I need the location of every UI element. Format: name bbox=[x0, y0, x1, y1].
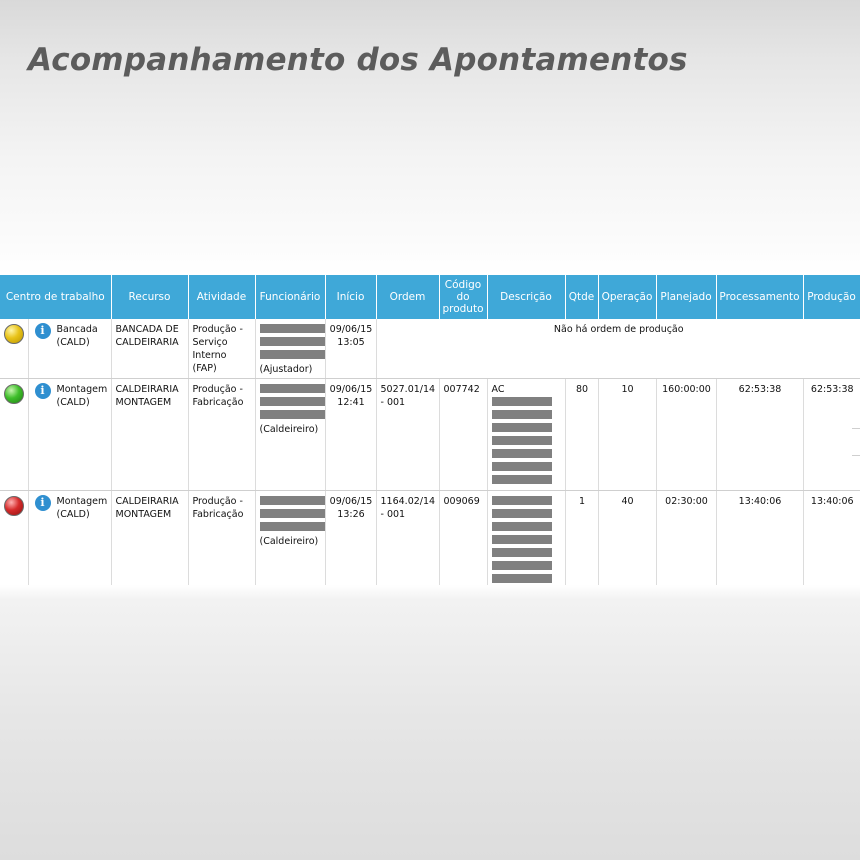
descricao-cell bbox=[487, 491, 565, 586]
atividade-cell: Produção - Serviço Interno (FAP) bbox=[188, 319, 255, 379]
descricao-text: AC bbox=[491, 384, 505, 395]
redacted-name bbox=[260, 337, 326, 346]
page-title: Acompanhamento dos Apontamentos bbox=[28, 42, 688, 78]
col-header-centro[interactable]: Centro de trabalho bbox=[0, 275, 111, 319]
col-header-codigo[interactable]: Código do produto bbox=[439, 275, 487, 319]
redacted-description bbox=[492, 475, 552, 484]
funcionario-cell bbox=[255, 379, 325, 491]
redacted-description bbox=[492, 509, 552, 518]
status-cell bbox=[0, 319, 28, 379]
ordem-cell: 5027.01/14 - 001 bbox=[376, 379, 439, 491]
centro-text: Bancada (CALD) bbox=[56, 324, 98, 348]
redacted-description bbox=[492, 410, 552, 419]
col-header-descricao[interactable]: Descrição bbox=[487, 275, 565, 319]
redacted-name bbox=[260, 410, 326, 419]
redacted-name bbox=[260, 350, 326, 359]
table-row[interactable] bbox=[0, 319, 860, 379]
status-green-icon bbox=[4, 384, 24, 404]
info-icon[interactable]: i bbox=[35, 495, 51, 511]
centro-cell bbox=[28, 379, 111, 491]
redacted-description bbox=[492, 462, 552, 471]
redacted-description bbox=[492, 397, 552, 406]
col-header-planejado[interactable]: Planejado bbox=[656, 275, 716, 319]
processamento-cell: 13:40:06 bbox=[716, 491, 803, 586]
table-row[interactable] bbox=[0, 379, 860, 491]
col-header-inicio[interactable]: Início bbox=[325, 275, 376, 319]
col-header-processamento[interactable]: Processamento bbox=[716, 275, 803, 319]
status-cell bbox=[0, 491, 28, 586]
centro-cell bbox=[28, 319, 111, 379]
info-icon[interactable]: i bbox=[35, 323, 51, 339]
funcionario-role: (Caldeireiro) bbox=[259, 536, 319, 547]
col-header-atividade[interactable]: Atividade bbox=[188, 275, 255, 319]
redacted-name bbox=[260, 384, 326, 393]
centro-cell bbox=[28, 491, 111, 586]
redacted-description bbox=[492, 548, 552, 557]
info-icon[interactable]: i bbox=[35, 383, 51, 399]
status-yellow-icon bbox=[4, 324, 24, 344]
operacao-cell: 10 bbox=[598, 379, 656, 491]
inicio-cell: 09/06/15 12:41 bbox=[325, 379, 376, 491]
operacao-cell: 40 bbox=[598, 491, 656, 586]
qtde-cell: 80 bbox=[565, 379, 598, 491]
atividade-cell: Produção - Fabricação bbox=[188, 491, 255, 586]
redacted-name bbox=[260, 496, 326, 505]
inicio-cell: 09/06/15 13:26 bbox=[325, 491, 376, 586]
redacted-name bbox=[260, 324, 326, 333]
col-header-qtde[interactable]: Qtde bbox=[565, 275, 598, 319]
producao-cell: 62:53:38 bbox=[803, 379, 860, 491]
redacted-description bbox=[492, 535, 552, 544]
funcionario-role: (Ajustador) bbox=[259, 364, 313, 375]
ordem-cell: 1164.02/14 - 001 bbox=[376, 491, 439, 586]
centro-text: Montagem (CALD) bbox=[56, 384, 108, 408]
redacted-description bbox=[492, 496, 552, 505]
funcionario-cell bbox=[255, 319, 325, 379]
producao-cell: 13:40:06 bbox=[803, 491, 860, 586]
col-header-producao[interactable]: Produção bbox=[803, 275, 860, 319]
codigo-cell: 009069 bbox=[439, 491, 487, 586]
redacted-name bbox=[260, 397, 326, 406]
recurso-cell: CALDEIRARIA MONTAGEM bbox=[111, 379, 188, 491]
qtde-cell: 1 bbox=[565, 491, 598, 586]
planejado-cell: 160:00:00 bbox=[656, 379, 716, 491]
centro-text: Montagem (CALD) bbox=[56, 496, 108, 520]
descricao-cell bbox=[487, 379, 565, 491]
table-row[interactable] bbox=[0, 491, 860, 586]
appointments-grid bbox=[0, 275, 860, 585]
atividade-cell: Produção - Fabricação bbox=[188, 379, 255, 491]
scrollbar-tick bbox=[852, 428, 860, 429]
redacted-description bbox=[492, 561, 552, 570]
table-header-row bbox=[0, 275, 860, 319]
appointments-table bbox=[0, 275, 860, 585]
recurso-cell: BANCADA DE CALDEIRARIA bbox=[111, 319, 188, 379]
redacted-description bbox=[492, 436, 552, 445]
col-header-funcionario[interactable]: Funcionário bbox=[255, 275, 325, 319]
processamento-cell: 62:53:38 bbox=[716, 379, 803, 491]
redacted-name bbox=[260, 522, 326, 531]
col-header-operacao[interactable]: Operação bbox=[598, 275, 656, 319]
col-header-ordem[interactable]: Ordem bbox=[376, 275, 439, 319]
redacted-name bbox=[260, 509, 326, 518]
planejado-cell: 02:30:00 bbox=[656, 491, 716, 586]
redacted-description bbox=[492, 574, 552, 583]
redacted-description bbox=[492, 423, 552, 432]
redacted-description bbox=[492, 522, 552, 531]
inicio-cell: 09/06/15 13:05 bbox=[325, 319, 376, 379]
scrollbar-tick bbox=[852, 455, 860, 456]
status-red-icon bbox=[4, 496, 24, 516]
codigo-cell: 007742 bbox=[439, 379, 487, 491]
recurso-cell: CALDEIRARIA MONTAGEM bbox=[111, 491, 188, 586]
status-cell bbox=[0, 379, 28, 491]
col-header-recurso[interactable]: Recurso bbox=[111, 275, 188, 319]
no-order-message: Não há ordem de produção bbox=[376, 319, 860, 379]
funcionario-role: (Caldeireiro) bbox=[259, 424, 319, 435]
funcionario-cell bbox=[255, 491, 325, 586]
redacted-description bbox=[492, 449, 552, 458]
